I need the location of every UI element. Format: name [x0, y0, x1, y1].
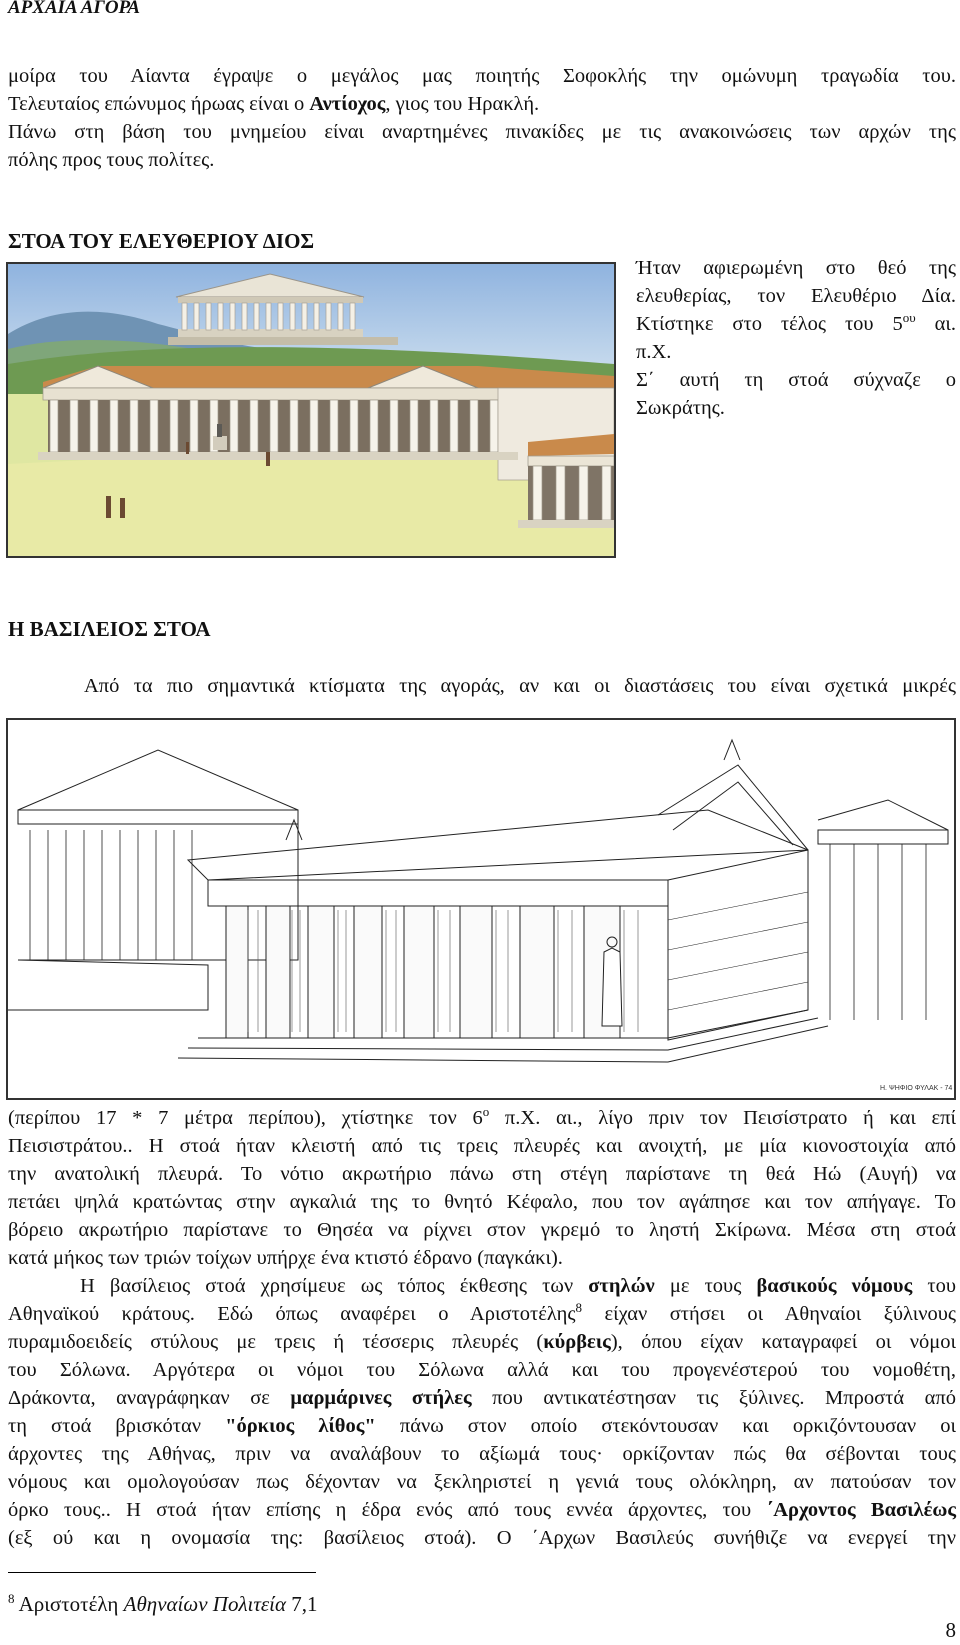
text-line: Ήταν αφιερωμένη στο θεό της: [636, 257, 956, 279]
stoa-eleftheriou-illustration: [6, 262, 616, 558]
text-line: άρχοντες της Αθήνας, πριν να αναλάβουν το αξίωμά τους· ορκίζονταν πώς θα σέβονται τους: [8, 1443, 956, 1465]
text-line: Η βασίλειος στοά χρησίμευε ως τόπος έκθεσης των στηλών με τους βασικούς νόμους του: [80, 1275, 956, 1297]
page-number: 8: [945, 1618, 956, 1642]
text-line: όρκο τους.. Η στοά ήταν επίσης η έδρα ενός από τους εννέα άρχοντες, του ΄Αρχοντος Βασιλέως: [8, 1499, 956, 1521]
text-line: Αθηναϊκού κράτους. Εδώ όπως αναφέρει ο Αριστοτέλης$^8$ είχαν στήσει οι Αθηναίοι ξύλινους: [8, 1300, 956, 1325]
text-line: Σ΄ αυτή τη στοά σύχναζε ο: [636, 369, 956, 391]
text-line: τη στοά βρισκόταν "όρκιος λίθος" πάνω στον οποίο στεκόντουσαν και ορκιζόντουσαν οι: [8, 1415, 957, 1437]
vasileios-stoa-paragraph-2: [8, 1272, 956, 1552]
text-line: Τελευταίος επώνυμος ήρωας είναι ο Αντίοχος, γιος του Ηρακλή.: [8, 93, 540, 115]
text-line: του Σόλωνα. Αργότερα οι νόμοι του Σόλωνα αλλά και του προγενέστερού του νομοθέτη,: [8, 1359, 956, 1381]
stoa-line-drawing: [8, 720, 954, 1098]
text-line: Κτίστηκε στο τέλος του $5^{o\upsilon}$ αι.: [636, 310, 956, 335]
section-heading-stoa-eleftheriou-dios: ΣΤΟΑ ΤΟΥ ΕΛΕΥΘΕΡΙΟΥ ΔΙΟΣ: [8, 229, 315, 253]
text-line: (εξ ού και η ονομασία της: βασίλειος στοά). Ο ΄Αρχων Βασιλεύς συνήθιζε να ενεργεί την: [8, 1527, 956, 1549]
text-line: ελευθερίας, τον Ελευθέριο Δία.: [636, 285, 956, 307]
intro-paragraph: [8, 62, 956, 174]
footnote-8: $^8$ Αριστοτέλη Αθηναίων Πολιτεία 7,1: [8, 1591, 318, 1616]
stoa-painting: [8, 264, 614, 556]
vasileios-stoa-drawing: [6, 718, 956, 1100]
text-line: νόμους και ομολογούσαν πως δέχονταν να ξεκληριστεί η γενιά τους ολόκληρη, αν πατούσαν τον: [8, 1471, 956, 1493]
running-header: ΑΡΧΑΙΑ ΑΓΟΡΑ: [8, 0, 141, 18]
text-line: Δράκοντα, αναγράφηκαν σε μαρμάρινες στήλες που αντικατέστησαν τις ξύλινες. Μπροστά από: [8, 1387, 956, 1409]
drawing-credit: Η. ΨΗΦΙΟ ΦΥΛΑΚ - 74: [880, 1085, 953, 1092]
text-line: βόρειο ακρωτήριο παρίστανε το Θησέα να ρίχνει στον γκρεμό το ληστή Σκίρωνα. Μέσα στη στοά: [8, 1219, 956, 1241]
text-line: μοίρα του Αίαντα έγραψε ο μεγάλος μας ποιητής Σοφοκλής την ομώνυμη τραγωδία του.: [8, 65, 956, 87]
text-line: πυραμιδοειδείς στύλους με τρεις ή τέσσερις πλευρές (κύρβεις), όπου είχαν καταγραφεί οι νόμοι: [8, 1331, 956, 1353]
text-line: Πεισιστράτου.. Η στοά ήταν κλειστή από τις τρεις πλευρές και ανοιχτή, με μία κιονοστοιχία από: [8, 1135, 956, 1157]
text-line: πετάει ψηλά κρατώντας στην αγκαλιά της το θνητό Κέφαλο, που τον αγάπησε και τον απήγαγε. Το: [8, 1191, 956, 1213]
section-heading-vasileios-stoa: Η ΒΑΣΙΛΕΙΟΣ ΣΤΟΑ: [8, 617, 211, 641]
text-line: Από τα πιο σημαντικά κτίσματα της αγοράς, αν και οι διαστάσεις του είναι σχετικά μικρές: [84, 675, 956, 697]
text-line: (περίπου 17 * 7 μέτρα περίπου), χτίστηκε τον $6^o$ π.Χ. αι., λίγο πριν τον Πεισίστρατο ή και επί: [8, 1104, 957, 1129]
vasileios-stoa-paragraph-1: [8, 1104, 956, 1272]
vasileios-stoa-lead: [84, 672, 956, 700]
text-line: κατά μήκος των τριών τοίχων υπήρχε ένα κτιστό έδρανο (παγκάκι).: [8, 1247, 563, 1269]
text-line: Σωκράτης.: [636, 397, 725, 419]
stoa-eleftheriou-description: [636, 254, 956, 422]
footnote-separator: [8, 1572, 316, 1573]
text-line: π.Χ.: [636, 341, 672, 363]
footnote-mark: 8: [8, 1591, 15, 1606]
text-line: πόλης προς τους πολίτες.: [8, 149, 215, 171]
text-line: Πάνω στη βάση του μνημείου είναι αναρτημένες πινακίδες με τις ανακοινώσεις των αρχών της: [8, 121, 956, 143]
text-line: την ανατολική πλευρά. Το νότιο ακρωτήριο πάνω στη στέγη παρίστανε τη θεά Ηώ (Αυγή) να: [8, 1163, 956, 1185]
